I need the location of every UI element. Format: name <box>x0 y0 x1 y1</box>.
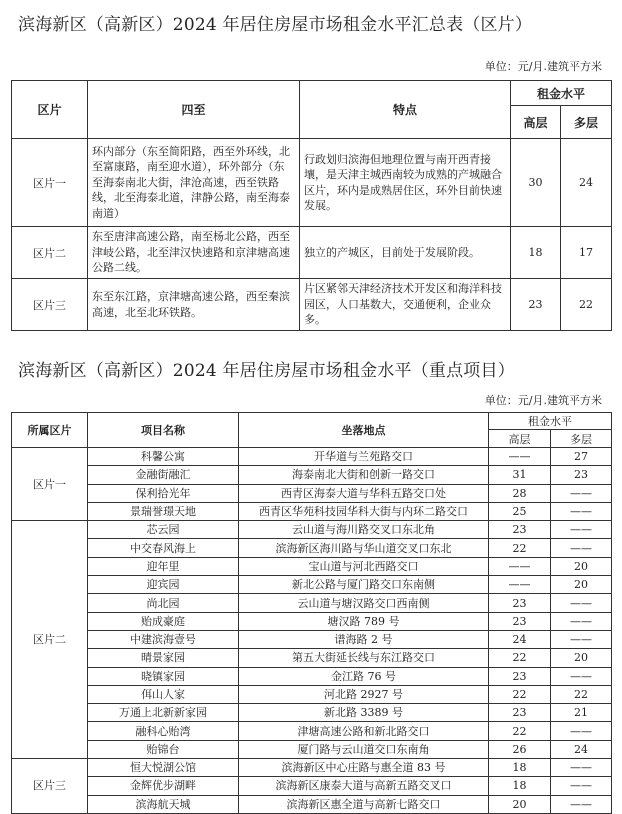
header-high: 高层 <box>489 430 551 448</box>
project-name-cell: 贻锦台 <box>88 740 239 758</box>
high-rent-cell: 20 <box>489 795 551 813</box>
projects-table <box>11 412 612 814</box>
header-high: 高层 <box>511 106 561 139</box>
feature-cell: 独立的产城区，目前处于发展阶段。 <box>300 227 511 279</box>
high-rent-cell: 18 <box>489 777 551 795</box>
high-rent-cell: 23 <box>489 612 551 630</box>
table-row <box>12 466 612 484</box>
multi-rent-cell: 24 <box>551 740 612 758</box>
high-rent-cell: 18 <box>511 227 561 279</box>
location-cell: 云山道与海川路交叉口东北角 <box>239 521 489 539</box>
boundary-cell: 环内部分（东至简阳路，西至外环线，北至富康路，南至迎水道），环外部分（东至海泰南北大街，津沧高速，西至铁路线，北至海泰北道，津静公路，南至海泰南道） <box>88 139 300 227</box>
location-cell: 金江路 76 号 <box>239 667 489 685</box>
district-cell: 区片一 <box>12 448 88 521</box>
table-row <box>12 667 612 685</box>
multi-rent-cell: 23 <box>551 466 612 484</box>
high-rent-cell: —— <box>489 448 551 466</box>
table-row <box>12 649 612 667</box>
location-cell: 海泰南北大街和创新一路交口 <box>239 466 489 484</box>
high-rent-cell: 23 <box>489 521 551 539</box>
multi-rent-cell: —— <box>551 630 612 648</box>
multi-rent-cell: —— <box>551 521 612 539</box>
project-name-cell: 贻成豪庭 <box>88 612 239 630</box>
multi-rent-cell: 22 <box>561 279 612 331</box>
location-cell: 新北路 3389 号 <box>239 704 489 722</box>
project-name-cell: 迎宾园 <box>88 576 239 594</box>
summary-title: 滨海新区（高新区）2024 年居住房屋市场租金水平汇总表（区片） <box>18 15 533 35</box>
multi-rent-cell: 20 <box>551 557 612 575</box>
district-cell: 区片二 <box>12 521 88 759</box>
high-rent-cell: 28 <box>489 484 551 502</box>
table-row <box>12 740 612 758</box>
district-cell: 区片三 <box>12 279 88 331</box>
district-cell: 区片二 <box>12 227 88 279</box>
header-district: 区片 <box>12 81 88 139</box>
district-cell: 区片三 <box>12 759 88 814</box>
table-row <box>12 722 612 740</box>
high-rent-cell: 22 <box>489 685 551 703</box>
location-cell: 河北路 2927 号 <box>239 685 489 703</box>
location-cell: 滨海新区中心庄路与惠全道 83 号 <box>239 759 489 777</box>
table-row <box>12 795 612 813</box>
high-rent-cell: 26 <box>489 740 551 758</box>
high-rent-cell: 23 <box>511 279 561 331</box>
high-rent-cell: —— <box>489 576 551 594</box>
location-cell: 谱海路 2 号 <box>239 630 489 648</box>
multi-rent-cell: —— <box>551 539 612 557</box>
table-row <box>12 521 612 539</box>
multi-rent-cell: —— <box>551 502 612 520</box>
project-name-cell: 晓镇家园 <box>88 667 239 685</box>
header-multi: 多层 <box>561 106 612 139</box>
project-name-cell: 金辉优步湖畔 <box>88 777 239 795</box>
multi-rent-cell: 17 <box>561 227 612 279</box>
header-multi: 多层 <box>551 430 612 448</box>
project-name-cell: 佴山人家 <box>88 685 239 703</box>
project-name-cell: 中建滨海壹号 <box>88 630 239 648</box>
table-row <box>12 539 612 557</box>
high-rent-cell: 25 <box>489 502 551 520</box>
multi-rent-cell: 20 <box>551 576 612 594</box>
project-name-cell: 恒大悦湖公馆 <box>88 759 239 777</box>
multi-rent-cell: 24 <box>561 139 612 227</box>
high-rent-cell: —— <box>489 557 551 575</box>
project-name-cell: 中交春风海上 <box>88 539 239 557</box>
high-rent-cell: 23 <box>489 594 551 612</box>
project-name-cell: 滨海航天城 <box>88 795 239 813</box>
table-row <box>12 227 612 279</box>
project-name-cell: 万通上北新新家园 <box>88 704 239 722</box>
table-row <box>12 594 612 612</box>
high-rent-cell: 22 <box>489 722 551 740</box>
multi-rent-cell: —— <box>551 759 612 777</box>
location-cell: 塘汉路 789 号 <box>239 612 489 630</box>
project-name-cell: 尚北园 <box>88 594 239 612</box>
project-name-cell: 晴景家园 <box>88 649 239 667</box>
header-rent: 租金水平 <box>511 81 612 106</box>
multi-rent-cell: —— <box>551 667 612 685</box>
high-rent-cell: 23 <box>489 704 551 722</box>
location-cell: 厦门路与云山道交口东南角 <box>239 740 489 758</box>
location-cell: 第五大街延长线与东江路交口 <box>239 649 489 667</box>
high-rent-cell: 24 <box>489 630 551 648</box>
header-boundary: 四至 <box>88 81 300 139</box>
table-row <box>12 685 612 703</box>
project-name-cell: 保利拾光年 <box>88 484 239 502</box>
table-row <box>12 557 612 575</box>
location-cell: 滨海新区惠全道与高新七路交口 <box>239 795 489 813</box>
table-row <box>12 448 612 466</box>
location-cell: 新北公路与厦门路交口东南侧 <box>239 576 489 594</box>
multi-rent-cell: —— <box>551 484 612 502</box>
table-row <box>12 777 612 795</box>
location-cell: 开华道与兰苑路交口 <box>239 448 489 466</box>
location-cell: 津塘高速公路和新北路交口 <box>239 722 489 740</box>
multi-rent-cell: 21 <box>551 704 612 722</box>
feature-cell: 片区紧邻天津经济技术开发区和海洋科技园区，人口基数大，交通便利，企业众多。 <box>300 279 511 331</box>
multi-rent-cell: 22 <box>551 685 612 703</box>
projects-title: 滨海新区（高新区）2024 年居住房屋市场租金水平（重点项目） <box>18 361 515 381</box>
location-cell: 云山道与塘汉路交口西南侧 <box>239 594 489 612</box>
high-rent-cell: 23 <box>489 667 551 685</box>
boundary-cell: 东至东江路，京津塘高速公路，西至秦滨高速，北至北环铁路。 <box>88 279 300 331</box>
table-row <box>12 759 612 777</box>
project-name-cell: 融科心贻湾 <box>88 722 239 740</box>
project-name-cell: 科馨公寓 <box>88 448 239 466</box>
high-rent-cell: 22 <box>489 649 551 667</box>
district-cell: 区片一 <box>12 139 88 227</box>
location-cell: 西青区海泰大道与华科五路交口处 <box>239 484 489 502</box>
location-cell: 宝山道与河北西路交口 <box>239 557 489 575</box>
project-name-cell: 芯云园 <box>88 521 239 539</box>
table-row <box>12 612 612 630</box>
table-row <box>12 484 612 502</box>
location-cell: 西青区华苑科技园华科大街与内环二路交口 <box>239 502 489 520</box>
summary-unit: 单位：元/月.建筑平方米 <box>484 60 602 73</box>
header-location: 坐落地点 <box>239 413 489 448</box>
high-rent-cell: 22 <box>489 539 551 557</box>
high-rent-cell: 31 <box>489 466 551 484</box>
location-cell: 滨海新区海川路与华山道交叉口东北 <box>239 539 489 557</box>
header-rent: 租金水平 <box>489 413 612 430</box>
projects-unit: 单位：元/月.建筑平方米 <box>484 394 602 407</box>
feature-cell: 行政划归滨海但地理位置与南开西青接壤，是天津主城西南较为成熟的产城融合区片，环内是成熟居住区，环外目前快速发展。 <box>300 139 511 227</box>
multi-rent-cell: —— <box>551 722 612 740</box>
multi-rent-cell: —— <box>551 795 612 813</box>
high-rent-cell: 18 <box>489 759 551 777</box>
multi-rent-cell: 27 <box>551 448 612 466</box>
location-cell: 滨海新区康泰大道与高新五路交叉口 <box>239 777 489 795</box>
project-name-cell: 迎年里 <box>88 557 239 575</box>
high-rent-cell: 30 <box>511 139 561 227</box>
table-row <box>12 704 612 722</box>
multi-rent-cell: —— <box>551 777 612 795</box>
multi-rent-cell: 20 <box>551 649 612 667</box>
boundary-cell: 东至唐津高速公路，南至杨北公路，西至津岐公路，北至津汉快速路和京津塘高速公路二线。 <box>88 227 300 279</box>
table-row <box>12 502 612 520</box>
multi-rent-cell: —— <box>551 612 612 630</box>
table-row <box>12 279 612 331</box>
header-feature: 特点 <box>300 81 511 139</box>
summary-table <box>11 80 612 331</box>
project-name-cell: 景瑞誉璟天地 <box>88 502 239 520</box>
header-name: 项目名称 <box>88 413 239 448</box>
project-name-cell: 金融街融汇 <box>88 466 239 484</box>
table-row <box>12 630 612 648</box>
table-row <box>12 576 612 594</box>
multi-rent-cell: —— <box>551 594 612 612</box>
table-row <box>12 139 612 227</box>
header-district: 所属区片 <box>12 413 88 448</box>
